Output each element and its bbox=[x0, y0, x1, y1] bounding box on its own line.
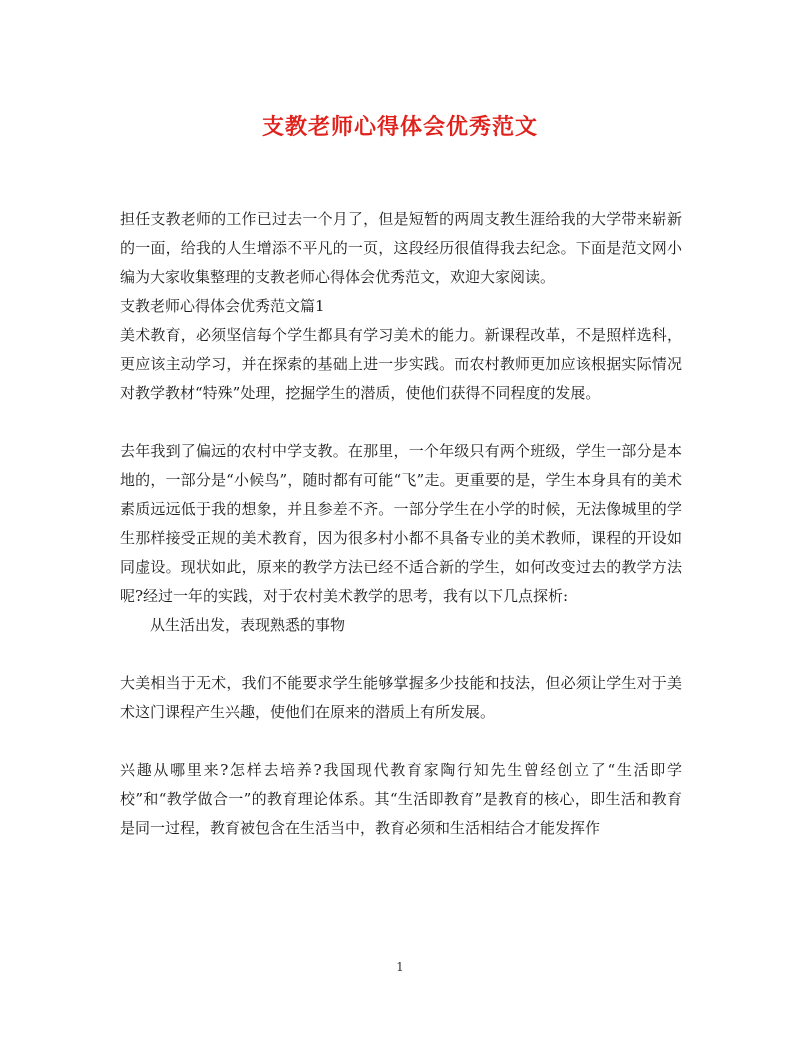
page-number: 1 bbox=[396, 960, 404, 974]
paragraph-gap bbox=[120, 640, 682, 669]
paragraph-3: 大美相当于无术，我们不能要求学生能够掌握多少技能和技法，但必须让学生对于美术这门课程产生兴趣，使他们在原来的潜质上有所发展。 bbox=[120, 674, 682, 721]
document-title: 支教老师心得体会优秀范文 bbox=[261, 114, 538, 140]
paragraph-2: 去年我到了偏远的农村中学支教。在那里，一个年级只有两个班级，学生一部分是本地的，一部分是“小候鸟”，随时都有可能“飞”走。更重要的是，学生本身具有的美术素质远远低于我的想象，并且参差不齐。一部分学生在小学的时候，无法像城里的学生那样接受正规的美术教育，因为很多村小都不具备专业的美术教师，课程的开设如同虚设。现状如此，原来的教学方法已经不适合新的学生，如何改变过去的教学方法呢?经过一年的实践，对于农村美术教学的思考，我有以下几点探析: bbox=[120, 442, 682, 605]
paragraph-gap bbox=[120, 408, 682, 437]
paragraph-1: 美术教育，必须坚信每个学生都具有学习美术的能力。新课程改革，不是照样选科，更应该主动学习，并在探索的基础上进一步实践。而农村教师更加应该根据实际情况对教学教材“特殊”处理，挖掘学生的潜质，使他们获得不同程度的发展。 bbox=[120, 326, 682, 402]
subheading: 从生活出发，表现熟悉的事物 bbox=[150, 616, 346, 634]
intro-paragraph: 担任支教老师的工作已过去一个月了，但是短暂的两周支教生涯给我的大学带来崭新的一面，给我的人生增添不平凡的一页，这段经历很值得我去纪念。下面是范文网小编为大家收集整理的支教老师心得体会优秀范文，欢迎大家阅读。 bbox=[120, 210, 682, 286]
paragraph-gap bbox=[120, 727, 682, 756]
document-body bbox=[120, 205, 682, 843]
section-heading: 支教老师心得体会优秀范文篇1 bbox=[120, 297, 325, 315]
paragraph-4: 兴趣从哪里来?怎样去培养?我国现代教育家陶行知先生曾经创立了“生活即学校”和“教学做合一”的教育理论体系。其“生活即教育”是教育的核心，即生活和教育是同一过程，教育被包含在生活当中，教育必须和生活相结合才能发挥作 bbox=[120, 761, 682, 837]
